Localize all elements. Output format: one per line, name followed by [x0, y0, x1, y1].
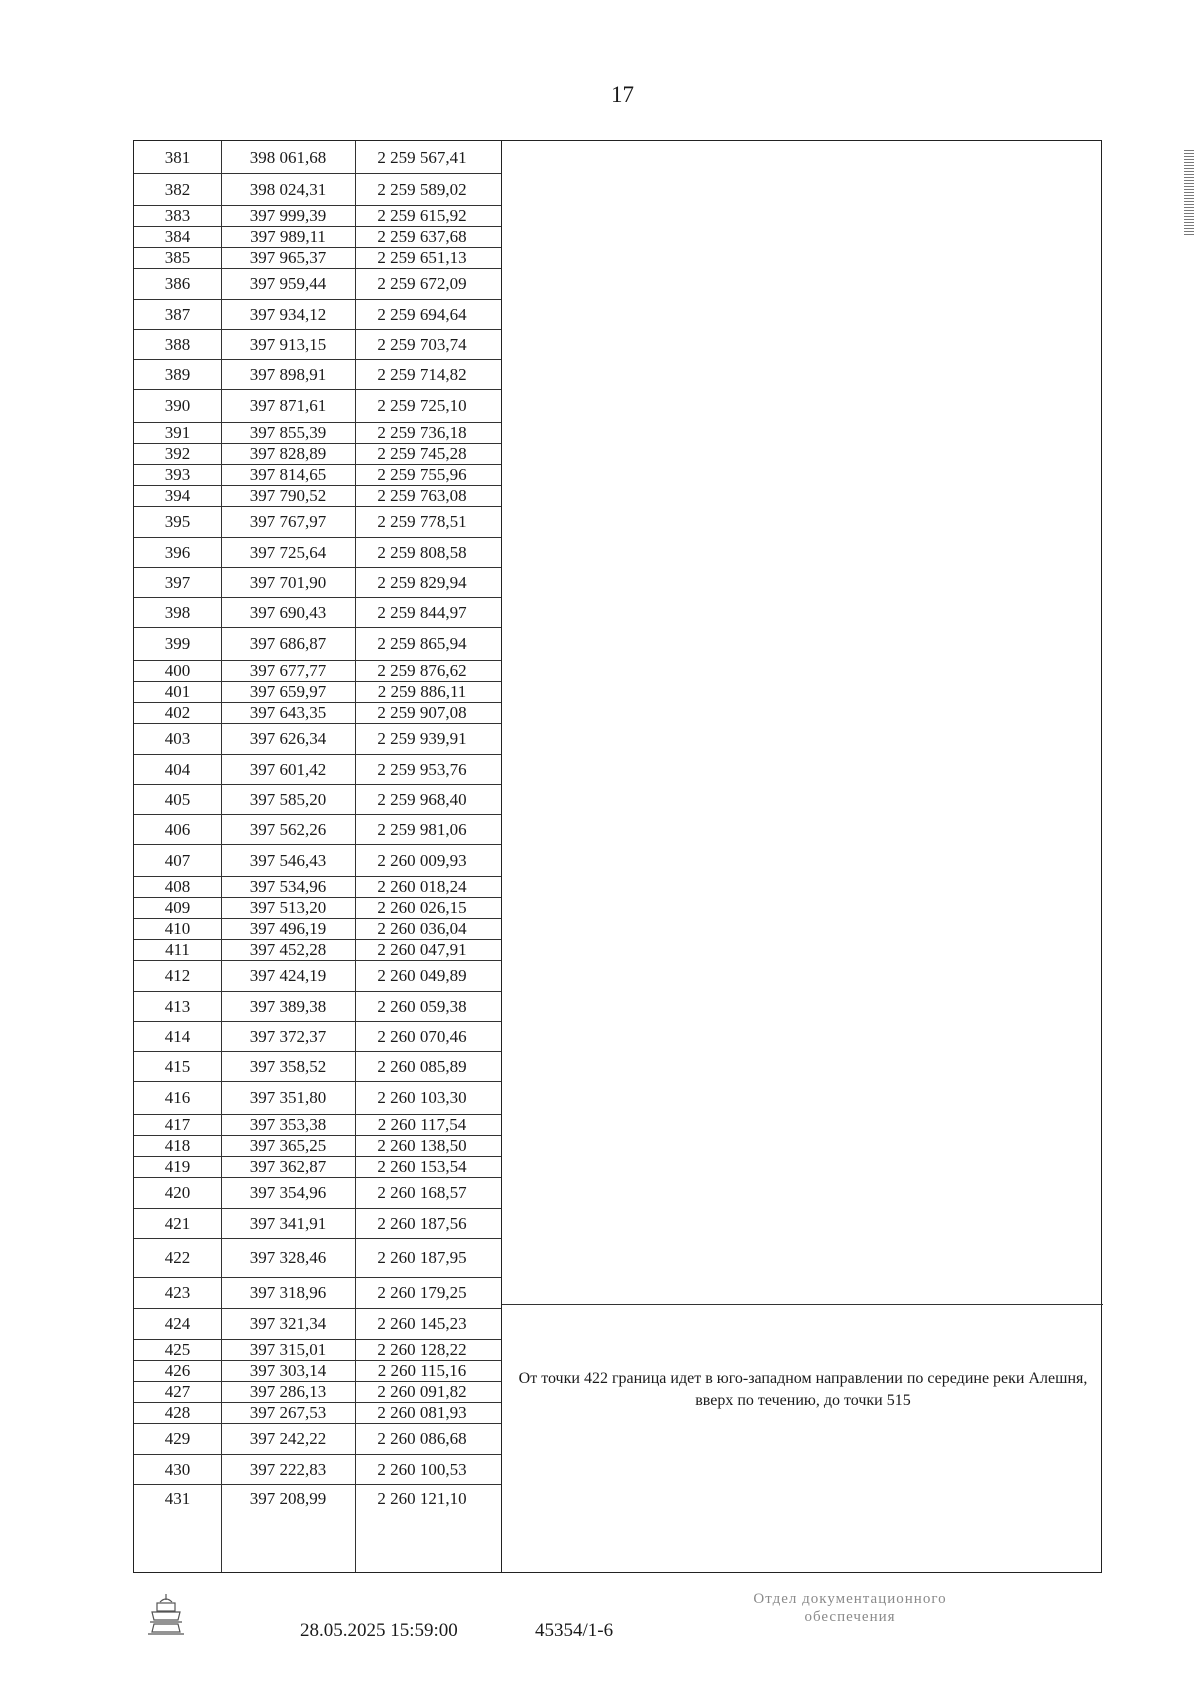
- stamp-line-1: Отдел документационного: [753, 1591, 947, 1607]
- document-number: 45354/1-6: [535, 1620, 614, 1641]
- point-number-cell: 431: [164, 1489, 191, 1508]
- coord-y-cell: 2 259 755,96: [377, 465, 467, 484]
- coord-x-cell: 397 351,80: [249, 1088, 327, 1107]
- point-number-cell: 402: [164, 703, 191, 722]
- coord-x-cell: 397 643,35: [249, 703, 327, 722]
- table-row: [134, 784, 501, 814]
- coord-y-cell: 2 259 939,91: [377, 729, 467, 748]
- table-row: [134, 1051, 501, 1081]
- table-row: [134, 814, 501, 844]
- point-number-cell: 390: [164, 396, 191, 415]
- table-row: [134, 1277, 501, 1308]
- point-number-cell: 403: [164, 729, 191, 748]
- table-row: [134, 1135, 501, 1156]
- table-row: [134, 247, 501, 268]
- coord-x-cell: 397 898,91: [249, 364, 327, 384]
- coord-x-cell: 397 999,39: [249, 206, 327, 225]
- point-number-cell: 389: [164, 364, 191, 384]
- table-row: [134, 567, 501, 597]
- point-number-cell: 427: [164, 1382, 191, 1401]
- coord-x-cell: 397 855,39: [249, 423, 327, 442]
- point-number-cell: 409: [164, 898, 191, 917]
- point-number-cell: 394: [164, 486, 191, 505]
- coord-x-cell: 397 659,97: [249, 682, 327, 701]
- point-number-cell: 397: [164, 572, 191, 592]
- table-row: [134, 1454, 501, 1484]
- table-row: [134, 485, 501, 506]
- point-number-cell: 386: [164, 274, 191, 293]
- table-row: [134, 422, 501, 443]
- coord-y-cell: 2 259 703,74: [377, 334, 467, 354]
- coord-y-cell: 2 259 651,13: [377, 248, 467, 267]
- table-row: [134, 681, 501, 702]
- coord-y-cell: 2 259 589,02: [377, 179, 467, 199]
- point-number-cell: 406: [164, 819, 191, 839]
- table-row: [134, 1208, 501, 1238]
- coord-y-cell: 2 260 117,54: [377, 1115, 467, 1134]
- coord-x-cell: 397 328,46: [249, 1248, 327, 1267]
- coord-x-cell: 397 242,22: [249, 1429, 327, 1448]
- coord-x-cell: 397 814,65: [249, 465, 327, 484]
- stamp-line-2: обеспечения: [804, 1609, 896, 1625]
- coord-y-cell: 2 259 778,51: [377, 512, 467, 531]
- point-number-cell: 415: [164, 1056, 191, 1076]
- coord-x-cell: 397 286,13: [249, 1382, 327, 1401]
- coord-y-cell: 2 260 081,93: [377, 1403, 467, 1422]
- point-number-cell: 399: [164, 634, 191, 653]
- table-row: [134, 1308, 501, 1339]
- coord-x-cell: 397 208,99: [249, 1489, 327, 1508]
- point-number-cell: 425: [164, 1340, 191, 1359]
- point-number-cell: 392: [164, 444, 191, 463]
- coord-y-cell: 2 260 026,15: [377, 898, 467, 917]
- point-number-cell: 385: [164, 248, 191, 267]
- point-number-cell: 417: [164, 1115, 191, 1134]
- table-row: [134, 359, 501, 389]
- point-number-cell: 411: [165, 940, 190, 959]
- print-datetime: 28.05.2025 15:59:00: [300, 1620, 458, 1641]
- table-row: [134, 1423, 501, 1454]
- table-row: [134, 754, 501, 784]
- coord-y-cell: 2 259 808,58: [377, 542, 467, 562]
- coord-x-cell: 397 686,87: [249, 634, 327, 653]
- coord-y-cell: 2 259 567,41: [377, 147, 467, 167]
- point-number-cell: 381: [164, 147, 191, 167]
- table-row: [134, 1339, 501, 1360]
- department-stamp: [700, 1590, 1000, 1626]
- coord-y-cell: 2 259 672,09: [377, 274, 467, 293]
- coord-y-cell: 2 259 725,10: [377, 396, 467, 415]
- coord-y-cell: 2 259 876,62: [377, 661, 467, 680]
- point-number-cell: 382: [164, 179, 191, 199]
- table-row: [134, 268, 501, 299]
- coord-x-cell: 398 024,31: [249, 179, 327, 199]
- point-number-cell: 429: [164, 1429, 191, 1448]
- coord-x-cell: 397 767,97: [249, 512, 327, 531]
- coord-y-cell: 2 259 763,08: [377, 486, 467, 505]
- table-row: [134, 389, 501, 422]
- coord-x-cell: 397 562,26: [249, 819, 327, 839]
- point-number-cell: 400: [164, 661, 191, 680]
- point-number-cell: 408: [164, 877, 191, 896]
- coord-x-cell: 397 585,20: [249, 789, 327, 809]
- coord-y-cell: 2 260 179,25: [377, 1283, 467, 1302]
- coord-x-cell: 397 725,64: [249, 542, 327, 562]
- coord-x-cell: 397 513,20: [249, 898, 327, 917]
- point-number-cell: 391: [164, 423, 191, 442]
- coord-y-cell: 2 260 047,91: [377, 940, 467, 959]
- point-number-cell: 426: [164, 1361, 191, 1380]
- coord-x-cell: 397 871,61: [249, 396, 327, 415]
- table-row: [134, 226, 501, 247]
- coord-x-cell: 397 362,87: [249, 1157, 327, 1176]
- coord-x-cell: 397 601,42: [249, 759, 327, 779]
- table-row: [134, 660, 501, 681]
- point-number-cell: 407: [164, 850, 191, 870]
- table-row: [134, 329, 501, 359]
- coord-y-cell: 2 260 153,54: [377, 1157, 467, 1176]
- coord-x-cell: 397 389,38: [249, 996, 327, 1016]
- coord-x-cell: 397 452,28: [249, 940, 327, 959]
- coord-x-cell: 397 690,43: [249, 602, 327, 622]
- coord-y-cell: 2 260 115,16: [377, 1361, 467, 1380]
- coord-y-cell: 2 260 121,10: [377, 1489, 467, 1508]
- coord-x-cell: 397 913,15: [249, 334, 327, 354]
- emblem-icon: [142, 1590, 190, 1638]
- coord-y-cell: 2 259 865,94: [377, 634, 467, 653]
- coord-y-cell: 2 260 100,53: [377, 1459, 467, 1479]
- point-number-cell: 383: [164, 206, 191, 225]
- point-number-cell: 420: [164, 1183, 191, 1202]
- coord-x-cell: 397 626,34: [249, 729, 327, 748]
- table-row: [134, 844, 501, 876]
- point-number-cell: 428: [164, 1403, 191, 1422]
- coord-y-cell: 2 260 103,30: [377, 1088, 467, 1107]
- point-number-cell: 401: [164, 682, 191, 701]
- coord-y-cell: 2 259 829,94: [377, 572, 467, 592]
- coord-y-cell: 2 260 018,24: [377, 877, 467, 896]
- table-row: [134, 1484, 501, 1513]
- coord-y-cell: 2 259 953,76: [377, 759, 467, 779]
- coord-x-cell: 397 534,96: [249, 877, 327, 896]
- coord-y-cell: 2 260 049,89: [377, 966, 467, 985]
- table-row: [134, 876, 501, 897]
- coord-y-cell: 2 260 085,89: [377, 1056, 467, 1076]
- coord-x-cell: 397 318,96: [249, 1283, 327, 1302]
- point-number-cell: 395: [164, 512, 191, 531]
- coord-y-cell: 2 259 844,97: [377, 602, 467, 622]
- table-row: [134, 443, 501, 464]
- table-row: [134, 1081, 501, 1114]
- coord-y-cell: 2 260 091,82: [377, 1382, 467, 1401]
- coord-y-cell: 2 260 086,68: [377, 1429, 467, 1448]
- coord-x-cell: 397 222,83: [249, 1459, 327, 1479]
- coord-x-cell: 397 365,25: [249, 1136, 327, 1155]
- table-row: [134, 960, 501, 991]
- coord-x-cell: 397 354,96: [249, 1183, 327, 1202]
- table-row: [134, 939, 501, 960]
- point-number-cell: 396: [164, 542, 191, 562]
- coord-y-cell: 2 260 138,50: [377, 1136, 467, 1155]
- point-number-cell: 421: [164, 1213, 191, 1233]
- point-number-cell: 422: [164, 1248, 191, 1267]
- coord-y-cell: 2 260 070,46: [377, 1026, 467, 1046]
- coord-y-cell: 2 260 145,23: [377, 1314, 467, 1333]
- scan-artifact: [1184, 150, 1194, 235]
- coord-x-cell: 397 341,91: [249, 1213, 327, 1233]
- point-number-cell: 416: [164, 1088, 191, 1107]
- coord-y-cell: 2 260 168,57: [377, 1183, 467, 1202]
- table-row: [134, 918, 501, 939]
- point-number-cell: 424: [164, 1314, 191, 1333]
- point-number-cell: 418: [164, 1136, 191, 1155]
- point-number-cell: 412: [164, 966, 191, 985]
- point-number-cell: 419: [164, 1157, 191, 1176]
- table-row: [134, 506, 501, 537]
- table-row: [134, 141, 501, 173]
- coord-y-cell: 2 260 187,56: [377, 1213, 467, 1233]
- point-number-cell: 398: [164, 602, 191, 622]
- coord-y-cell: 2 259 637,68: [377, 227, 467, 246]
- coord-x-cell: 397 353,38: [249, 1115, 327, 1134]
- coord-x-cell: 397 424,19: [249, 966, 327, 985]
- table-row: [134, 1021, 501, 1051]
- section-divider: [502, 1304, 1103, 1305]
- coord-x-cell: 397 546,43: [249, 850, 327, 870]
- coord-y-cell: 2 259 714,82: [377, 364, 467, 384]
- point-number-cell: 393: [164, 465, 191, 484]
- coord-x-cell: 397 790,52: [249, 486, 327, 505]
- table-row: [134, 627, 501, 660]
- coord-y-cell: 2 260 036,04: [377, 919, 467, 938]
- coord-y-cell: 2 259 907,08: [377, 703, 467, 722]
- table-row: [134, 537, 501, 567]
- page-number: 17: [611, 82, 634, 107]
- point-number-cell: 410: [164, 919, 191, 938]
- coord-x-cell: 397 677,77: [249, 661, 327, 680]
- table-row: [134, 1360, 501, 1381]
- coord-y-cell: 2 259 615,92: [377, 206, 467, 225]
- table-row: [134, 897, 501, 918]
- table-row: [134, 1381, 501, 1402]
- boundary-description: От точки 422 граница идет в юго-западном направлении по середине реки Алешня, вверх по течению, до точки 515: [518, 1370, 1088, 1409]
- coord-y-cell: 2 260 059,38: [377, 996, 467, 1016]
- table-row: [134, 1238, 501, 1277]
- table-row: [134, 1114, 501, 1135]
- table-row: [134, 597, 501, 627]
- coord-y-cell: 2 259 981,06: [377, 819, 467, 839]
- table-row: [134, 1156, 501, 1177]
- coord-x-cell: 398 061,68: [249, 147, 327, 167]
- coord-x-cell: 397 701,90: [249, 572, 327, 592]
- coord-x-cell: 397 934,12: [249, 304, 327, 324]
- point-number-cell: 387: [164, 304, 191, 324]
- table-row: [134, 723, 501, 754]
- coord-x-cell: 397 989,11: [250, 227, 326, 246]
- coord-x-cell: 397 303,14: [249, 1361, 327, 1380]
- coord-y-cell: 2 260 187,95: [377, 1248, 467, 1267]
- coord-y-cell: 2 260 009,93: [377, 850, 467, 870]
- coord-y-cell: 2 259 886,11: [377, 682, 467, 701]
- coord-x-cell: 397 315,01: [249, 1340, 327, 1359]
- point-number-cell: 384: [164, 227, 191, 246]
- table-row: [134, 173, 501, 205]
- coord-y-cell: 2 259 968,40: [377, 789, 467, 809]
- point-number-cell: 430: [164, 1459, 191, 1479]
- table-row: [134, 205, 501, 226]
- table-row: [134, 1177, 501, 1208]
- point-number-cell: 423: [164, 1283, 191, 1302]
- coord-x-cell: 397 267,53: [249, 1403, 327, 1422]
- point-number-cell: 388: [164, 334, 191, 354]
- coord-y-cell: 2 259 694,64: [377, 304, 467, 324]
- coord-y-cell: 2 259 745,28: [377, 444, 467, 463]
- coord-y-cell: 2 260 128,22: [377, 1340, 467, 1359]
- table-row: [134, 991, 501, 1021]
- table-row: [134, 464, 501, 485]
- coordinates-table: [133, 140, 1102, 1573]
- coord-x-cell: 397 959,44: [249, 274, 327, 293]
- coord-y-cell: 2 259 736,18: [377, 423, 467, 442]
- coord-x-cell: 397 965,37: [249, 248, 327, 267]
- table-row: [134, 1402, 501, 1423]
- coord-x-cell: 397 828,89: [249, 444, 327, 463]
- point-number-cell: 414: [164, 1026, 191, 1046]
- point-number-cell: 413: [164, 996, 191, 1016]
- table-row: [134, 299, 501, 329]
- table-row: [134, 702, 501, 723]
- coord-x-cell: 397 358,52: [249, 1056, 327, 1076]
- point-number-cell: 404: [164, 759, 191, 779]
- point-number-cell: 405: [164, 789, 191, 809]
- coord-x-cell: 397 496,19: [249, 919, 327, 938]
- coord-x-cell: 397 321,34: [249, 1314, 327, 1333]
- coord-x-cell: 397 372,37: [249, 1026, 327, 1046]
